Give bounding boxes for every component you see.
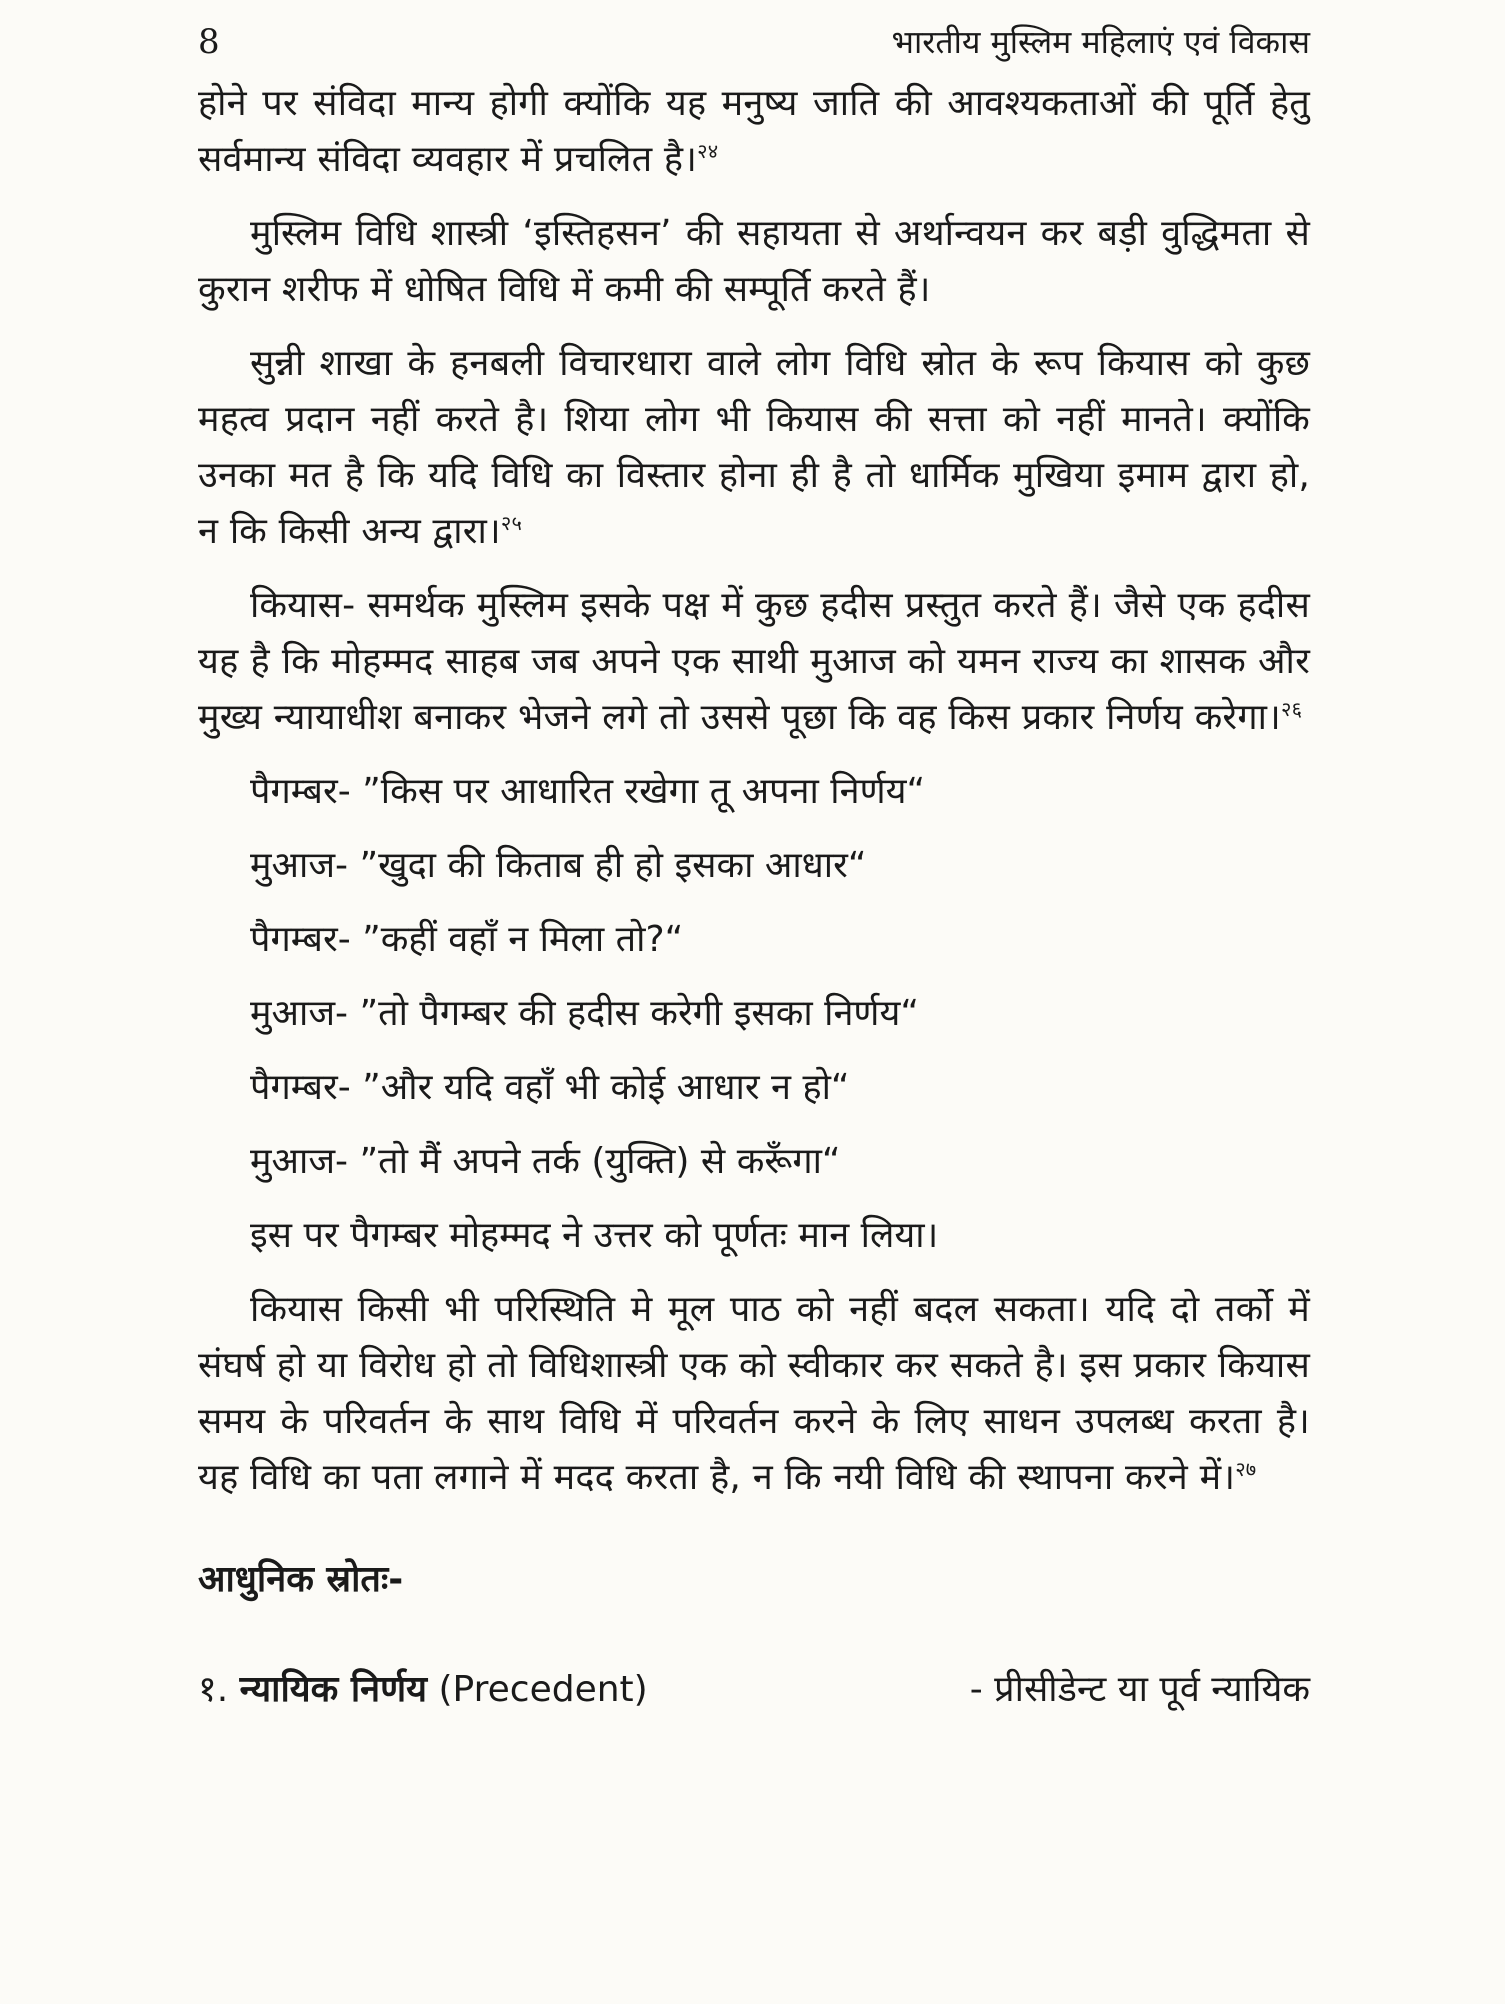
dialogue-line-3: पैगम्बर- ”कहीं वहाँ न मिला तो?“	[250, 919, 684, 960]
paragraph-1	[198, 76, 1310, 188]
closing-paragraph	[198, 1282, 1310, 1506]
paragraph-text: होने पर संविदा मान्य होगी क्योंकि यह मनुष्य जाति की आवश्यकताओं की पूर्ति हेतु सर्वमान्य संविदा व्यवहार में प्रचलित है।	[198, 83, 1310, 180]
list-english-term: (Precedent)	[438, 1669, 648, 1710]
dialogue-line-6: मुआज- ”तो मैं अपने तर्क (युक्ति) से करूँगा“	[250, 1141, 841, 1182]
footnote-marker: २४	[697, 139, 719, 163]
paragraph-3	[198, 336, 1310, 560]
paragraph-text: कियास- समर्थक मुस्लिम इसके पक्ष में कुछ हदीस प्रस्तुत करते हैं। जैसे एक हदीस यह है कि मोहम्मद साहब जब अपने एक साथी मुआज को यमन राज्य का शासक और मुख्य न्यायाधीश बनाकर भेजने लगे तो उससे पूछा कि वह किस प्रकार निर्णय करेगा।	[198, 585, 1310, 738]
running-title: भारतीय मुस्लिम महिलाएं एवं विकास	[891, 23, 1310, 61]
dialogue-line-1: पैगम्बर- ”किस पर आधारित रखेगा तू अपना निर्णय“	[250, 771, 926, 812]
dialogue-conclusion: इस पर पैगम्बर मोहम्मद ने उत्तर को पूर्णतः मान लिया।	[250, 1215, 939, 1256]
dialogue-line-2: मुआज- ”खुदा की किताब ही हो इसका आधार“	[250, 845, 867, 886]
list-item-lead	[198, 1662, 648, 1718]
page-number: 8	[198, 22, 220, 62]
page-header	[198, 20, 1310, 76]
list-number: १.	[198, 1669, 229, 1710]
footnote-marker: २५	[500, 511, 523, 535]
footnote-marker: २६	[1280, 697, 1303, 721]
dialogue-line-5: पैगम्बर- ”और यदि वहाँ भी कोई आधार न हो“	[250, 1067, 850, 1108]
paragraph-4	[198, 578, 1310, 746]
paragraph-text: मुस्लिम विधि शास्त्री ‘इस्तिहसन’ की सहायता से अर्थान्वयन कर बड़ी वुद्धिमता से कुरान शरीफ में धोषित विधि में कमी की सम्पूर्ति करते हैं।	[198, 213, 1310, 310]
paragraph-2	[198, 206, 1310, 318]
dialogue-line-4: मुआज- ”तो पैगम्बर की हदीस करेगी इसका निर्णय“	[250, 993, 919, 1034]
list-item-precedent	[198, 1662, 1310, 1718]
section-heading: आधुनिक स्रोतः-	[198, 1559, 404, 1600]
list-term: न्यायिक निर्णय	[239, 1669, 428, 1710]
paragraph-text: कियास किसी भी परिस्थिति मे मूल पाठ को नहीं बदल सकता। यदि दो तर्को में संघर्ष हो या विरोध हो तो विधिशास्त्री एक को स्वीकार कर सकते है। इस प्रकार कियास समय के परिवर्तन के साथ विधि में परिवर्तन करने के लिए साधन उपलब्ध करता है। यह विधि का पता लगाने में मदद करता है, न कि नयी विधि की स्थापना करने में।	[198, 1289, 1310, 1498]
paragraph-text: सुन्नी शाखा के हनबली विचारधारा वाले लोग विधि स्रोत के रूप कियास को कुछ महत्व प्रदान नहीं करते है। शिया लोग भी कियास की सत्ता को नहीं मानते। क्योंकि उनका मत है कि यदि विधि का विस्तार होना ही है तो धार्मिक मुखिया इमाम द्वारा हो, न कि किसी अन्य द्वारा।	[198, 343, 1310, 552]
list-description: - प्रीसीडेन्ट या पूर्व न्यायिक	[969, 1669, 1310, 1710]
footnote-marker: २७	[1235, 1457, 1257, 1481]
